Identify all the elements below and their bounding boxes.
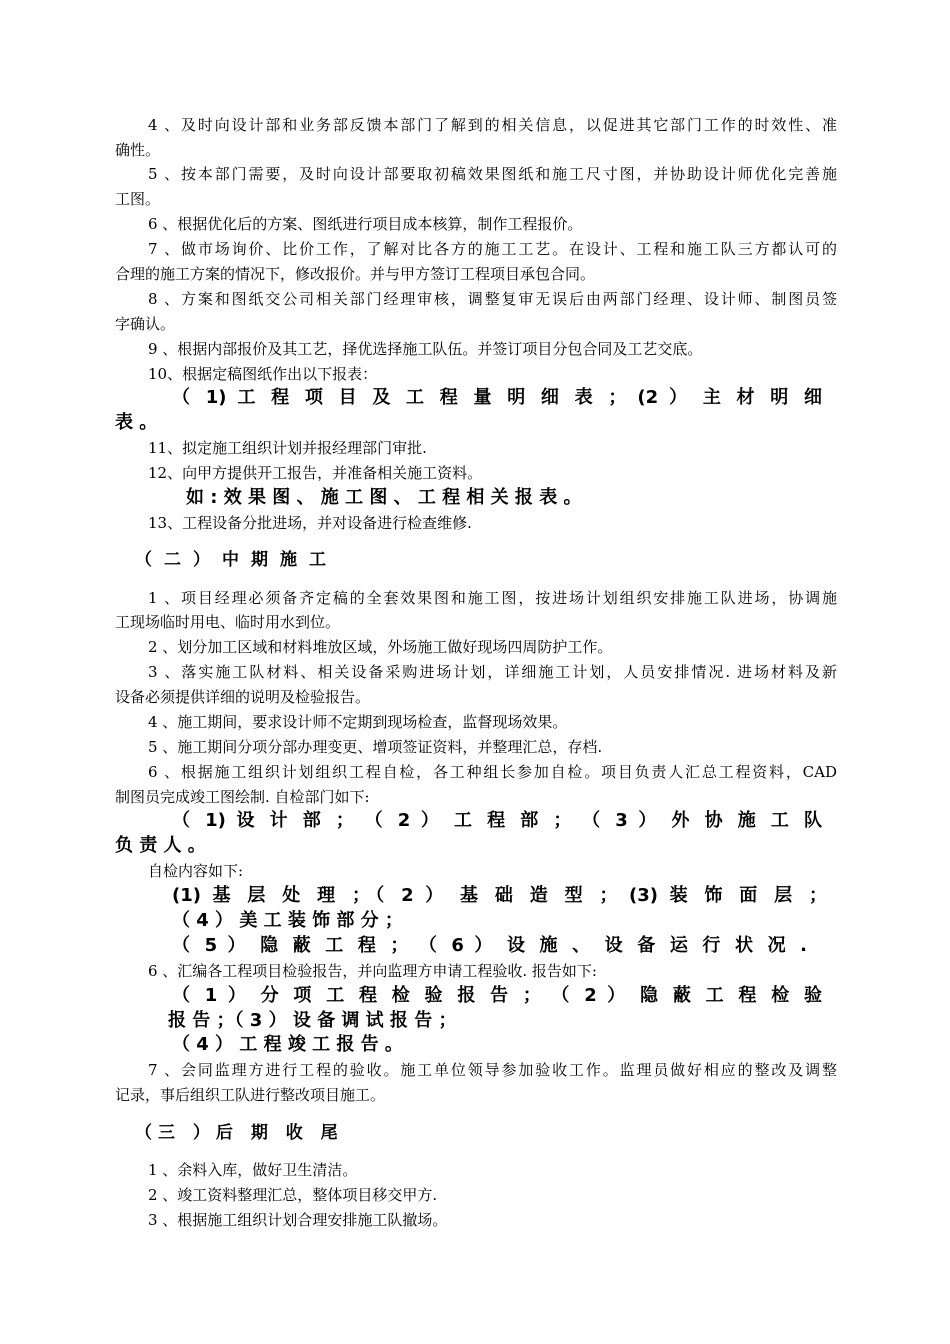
paragraph-line: 7 、会同监理方进行工程的验收。施工单位领导参加验收工作。监理员做好相应的整改及调整: [148, 1061, 837, 1079]
paragraph-line: 6 、汇编各工程项目检验报告，并向监理方申请工程验收. 报告如下:: [148, 962, 597, 980]
report-list-line: （ 1) 设 计 部 ； （ 2 ） 工 程 部 ； （ 3 ） 外 协 施 工 队: [172, 810, 822, 831]
paragraph-line: 1 、项目经理必须备齐定稿的全套效果图和施工图，按进场计划组织安排施工队进场，协调施: [148, 589, 837, 607]
paragraph-line: 2 、竣工资料整理汇总，整体项目移交甲方.: [148, 1186, 438, 1204]
report-list-line: （ 5 ） 隐 蔽 工 程 ； （ 6 ） 设 施 、 设 备 运 行 状 况 .: [172, 935, 807, 956]
report-list-line: 负 责 人 。: [115, 835, 206, 856]
paragraph-line: 工图。: [115, 190, 161, 208]
paragraph-line: 制图员完成竣工图绘制. 自检部门如下:: [115, 788, 370, 806]
paragraph-line: 5 、施工期间分项分部办理变更、增项签证资料，并整理汇总，存档.: [148, 738, 603, 756]
paragraph-line: 5 、按本部门需要，及时向设计部要取初稿效果图纸和施工尺寸图，并协助设计师优化完善施: [148, 165, 837, 183]
paragraph-line: 确性。: [115, 141, 161, 159]
report-list-line: （ 4 ） 美 工 装 饰 部 分 ；: [172, 910, 403, 931]
section-heading: （二）中期施工: [135, 550, 338, 570]
report-list-line: （ 1 ） 分 项 工 程 检 验 报 告 ； （ 2 ） 隐 蔽 工 程 检 验: [172, 985, 822, 1006]
paragraph-line: 记录，事后组织工队进行整改项目施工。: [115, 1086, 386, 1104]
paragraph-line: 8 、方案和图纸交公司相关部门经理审核，调整复审无误后由两部门经理、设计师、制图员签: [148, 290, 837, 308]
paragraph-line: 字确认。: [115, 315, 176, 333]
paragraph-line: 12、向甲方提供开工报告，并准备相关施工资料。: [148, 464, 483, 482]
paragraph-line: 10、根据定稿图纸作出以下报表：: [148, 365, 378, 383]
report-list-line: 如 : 效 果 图 、 施 工 图 、 工 程 相 关 报 表 。: [186, 487, 582, 508]
paragraph-line: 3 、落实施工队材料、相关设备采购进场计划，详细施工计划，人员安排情况. 进场材料及新: [148, 663, 837, 681]
paragraph-line: 4 、施工期间，要求设计师不定期到现场检查，监督现场效果。: [148, 713, 568, 731]
report-list-line: 表 。: [115, 412, 158, 433]
paragraph-line: 6 、根据优化后的方案、图纸进行项目成本核算，制作工程报价。: [148, 215, 583, 233]
paragraph-line: 1 、余料入库，做好卫生清洁。: [148, 1161, 358, 1179]
report-list-line: （ 4 ） 工 程 竣 工 报 告 。: [172, 1034, 403, 1055]
paragraph-line: 设备必须提供详细的说明及检验报告。: [115, 688, 371, 706]
report-list-line: (1) 基 层 处 理 ；（ 2 ） 基 础 造 型 ； (3) 装 饰 面 层 ；: [172, 885, 827, 906]
paragraph-line: 11、拟定施工组织计划并报经理部门审批.: [148, 439, 427, 457]
paragraph-line: 9 、根据内部报价及其工艺，择优选择施工队伍。并签订项目分包合同及工艺交底。: [148, 340, 703, 358]
report-list-line: （ 1) 工 程 项 目 及 工 程 量 明 细 表 ； (2 ） 主 材 明 细: [172, 387, 822, 408]
paragraph-line: 7 、做市场询价、比价工作，了解对比各方的施工工艺。在设计、工程和施工队三方都认可的: [148, 240, 837, 258]
paragraph-line: 6 、根据施工组织计划组织工程自检，各工种组长参加自检。项目负责人汇总工程资料，CAD: [148, 763, 837, 781]
paragraph-line: 3 、根据施工组织计划合理安排施工队撤场。: [148, 1211, 448, 1229]
paragraph-line: 4 、及时向设计部和业务部反馈本部门了解到的相关信息，以促进其它部门工作的时效性、准: [148, 116, 837, 134]
paragraph-line: 2 、划分加工区域和材料堆放区域，外场施工做好现场四周防护工作。: [148, 638, 613, 656]
paragraph-line: 13、工程设备分批进场，并对设备进行检查维修.: [148, 514, 472, 532]
paragraph-line: 工现场临时用电、临时用水到位。: [115, 613, 341, 631]
section-heading: （三 ）后 期 收 尾: [135, 1123, 344, 1143]
report-list-line: 报 告 ；（ 3 ） 设 备 调 试 报 告 ；: [168, 1010, 457, 1031]
paragraph-line: 合理的施工方案的情况下，修改报价。并与甲方签订工程项目承包合同。: [115, 265, 596, 283]
paragraph-line: 自检内容如下:: [148, 862, 244, 880]
